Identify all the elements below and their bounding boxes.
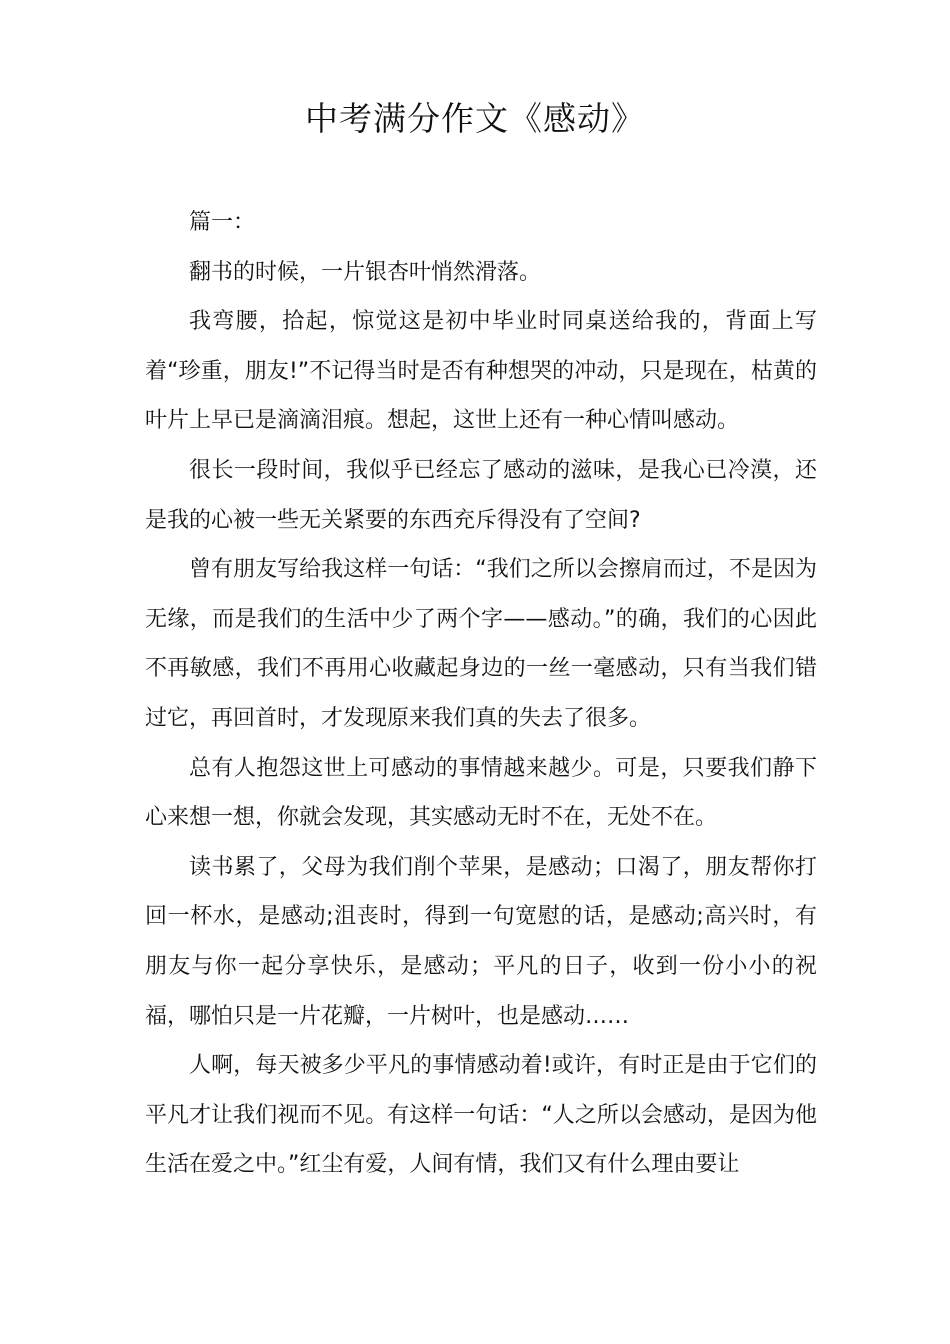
paragraph-section-label: 篇一： — [189, 210, 256, 235]
paragraph: 读书累了，父母为我们削个苹果，是感动；口渴了，朋友帮你打回一杯水，是感动;沮丧时，得到一句宽慰的话，是感动;高兴时，有朋友与你一起分享快乐，是感动；平凡的日子，收到一份小小的祝福，哪怕只是一片花瓣，一片树叶，也是感动…… — [145, 854, 817, 1029]
paragraph: 总有人抱怨这世上可感动的事情越来越少。可是，只要我们静下心来想一想，你就会发现，其实感动无时不在，无处不在。 — [145, 755, 817, 831]
paragraph: 我弯腰，拾起，惊觉这是初中毕业时同桌送给我的，背面上写着“珍重，朋友!”不记得当时是否有种想哭的冲动，只是现在，枯黄的叶片上早已是滴滴泪痕。想起，这世上还有一种心情叫感动。 — [145, 309, 817, 434]
paragraph: 曾有朋友写给我这样一句话：“我们之所以会擦肩而过，不是因为无缘，而是我们的生活中少了两个字——感动。”的确，我们的心因此不再敏感，我们不再用心收藏起身边的一丝一毫感动，只有当我们错过它，再回首时，才发现原来我们真的失去了很多。 — [145, 557, 817, 731]
page-title: 中考满分作文《感动》 — [305, 99, 645, 138]
paragraph: 人啊，每天被多少平凡的事情感动着!或许，有时正是由于它们的平凡才让我们视而不见。有这样一句话：“人之所以会感动，是因为他生活在爱之中。”红尘有爱，人间有情，我们又有什么理由要让 — [145, 1053, 817, 1178]
article-body — [145, 198, 817, 1190]
paragraph: 翻书的时候，一片银杏叶悄然滑落。 — [189, 259, 542, 285]
paragraph: 很长一段时间，我似乎已经忘了感动的滋味，是我心已冷漠，还是我的心被一些无关紧要的东西充斥得没有了空间? — [145, 457, 817, 533]
